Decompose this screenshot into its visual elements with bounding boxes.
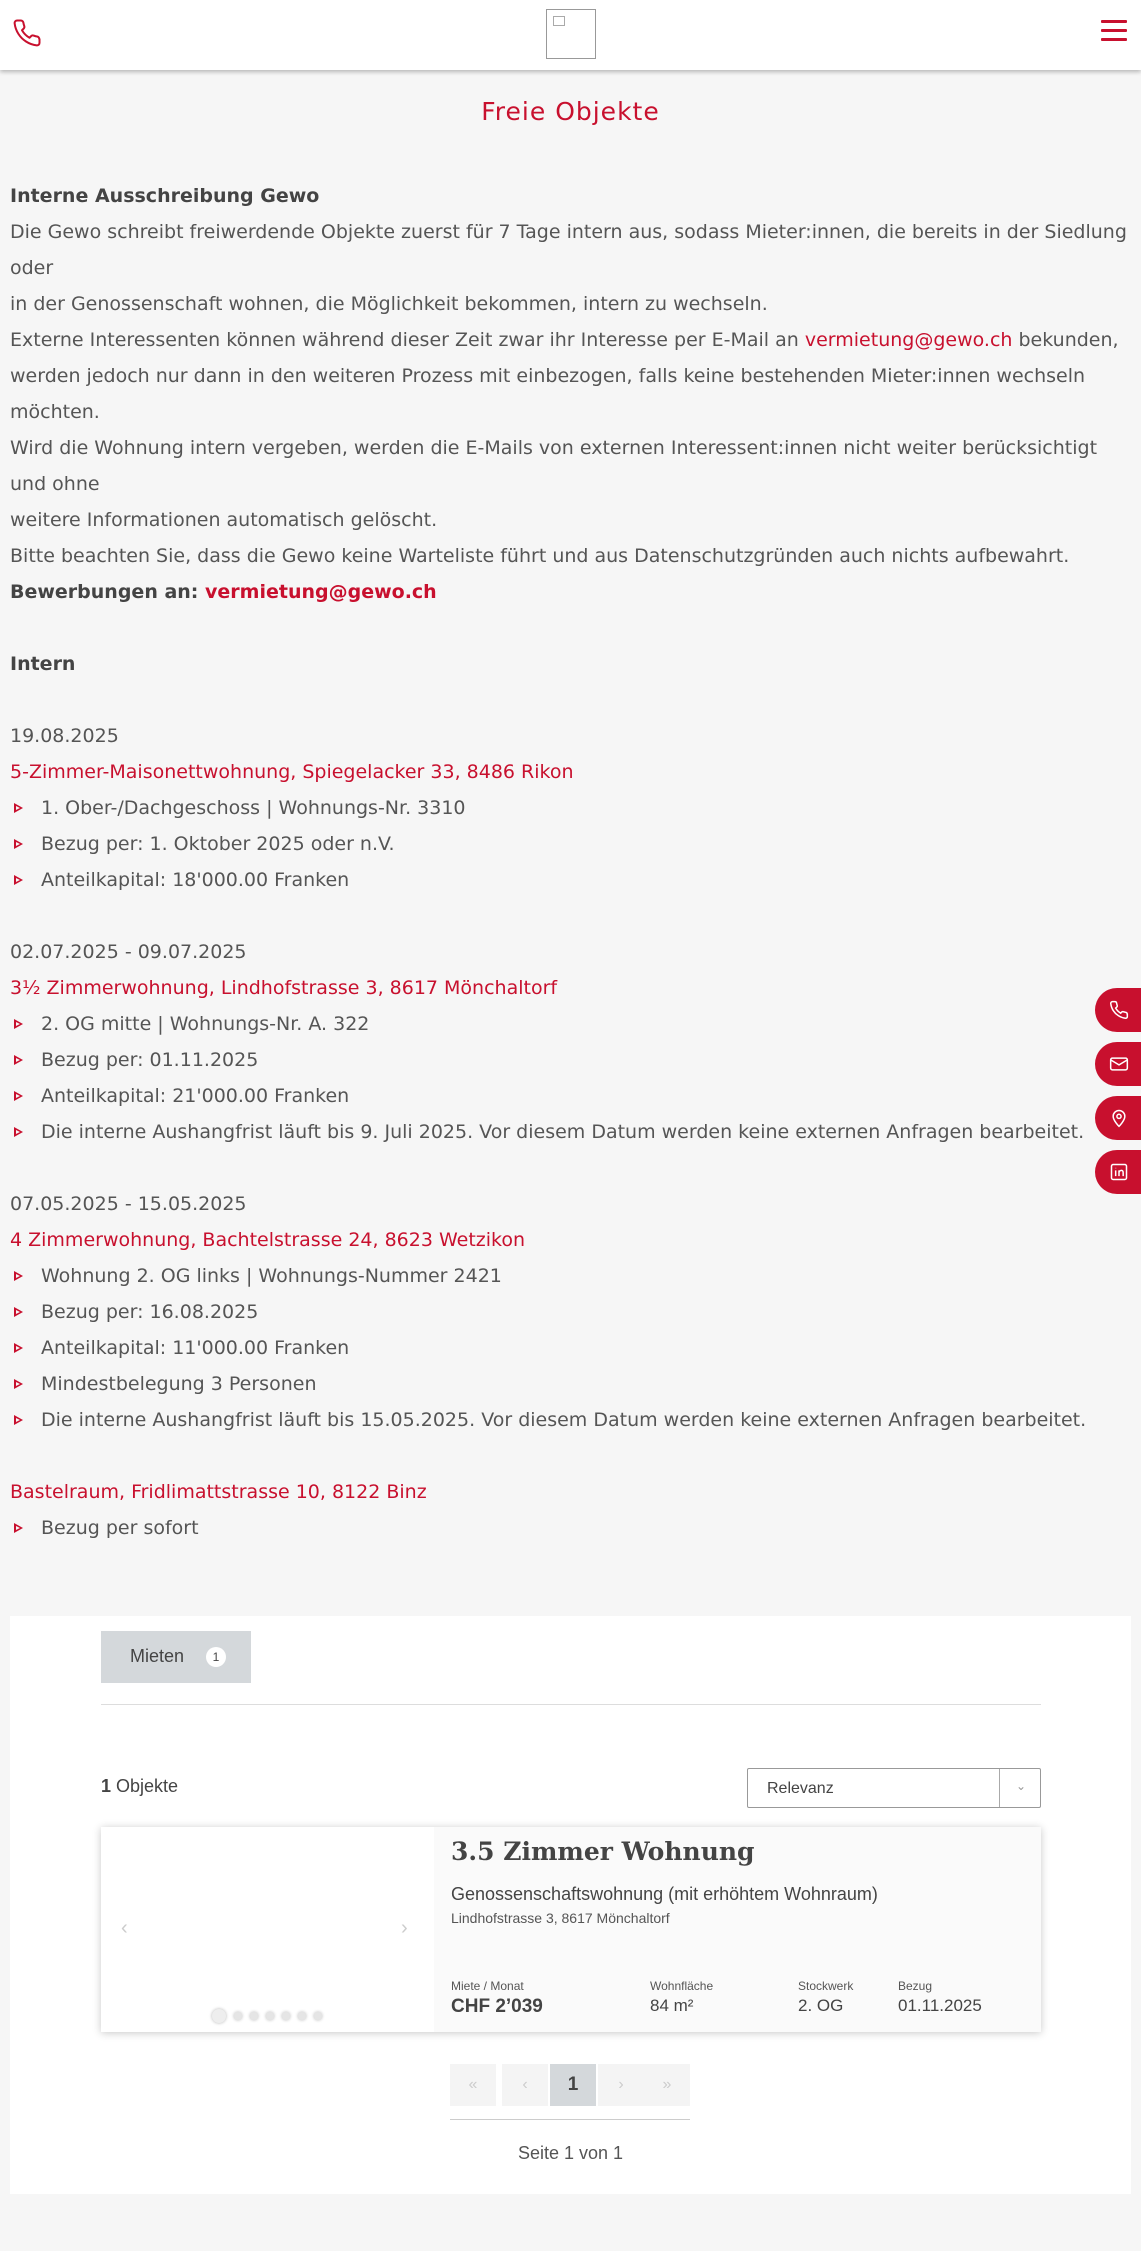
intro-text-line: Wird die Wohnung intern vergeben, werden die E-Mails von externen Interessent:innen nicht weiter berücksichtigt und ohne [10, 437, 1098, 495]
object-bullet: Anteilkapital: 11'000.00 Franken [10, 1330, 1135, 1366]
location-pin-icon [1109, 1108, 1129, 1128]
listings-widget [10, 1616, 1131, 2194]
object-title: 5-Zimmer-Maisonettwohnung, Spiegelacker 33, 8486 Rikon [10, 761, 574, 783]
chevron-down-icon: ⌄ [1015, 1779, 1026, 1793]
main-content [10, 178, 1135, 1654]
object-bullet: Die interne Aushangfrist läuft bis 9. Juli 2025. Vor diesem Datum werden keine externen Anfragen bearbeitet. [10, 1114, 1135, 1150]
object-bullet: Die interne Aushangfrist läuft bis 15.05.2025. Vor diesem Datum werden keine externen Anfragen bearbeitet. [10, 1402, 1135, 1438]
page-title: Freie Objekte [481, 97, 660, 126]
object-bullet: Wohnung 2. OG links | Wohnungs-Nummer 2421 [10, 1258, 1135, 1294]
side-phone-button[interactable] [1095, 988, 1141, 1032]
intern-heading: Intern [10, 653, 76, 675]
mail-icon [1109, 1054, 1129, 1074]
object-bullet: Mindestbelegung 3 Personen [10, 1366, 1135, 1402]
page-1-button[interactable]: 1 [550, 2064, 596, 2106]
side-location-button[interactable] [1095, 1096, 1141, 1140]
phone-icon[interactable] [12, 18, 42, 48]
carousel-dots[interactable] [212, 2007, 330, 2025]
first-page-button[interactable]: « [450, 2064, 496, 2106]
object-title: 3½ Zimmerwohnung, Lindhofstrasse 3, 8617 Mönchaltorf [10, 977, 558, 999]
object-date: 02.07.2025 - 09.07.2025 [10, 941, 247, 963]
object-bullet: Anteilkapital: 18'000.00 Franken [10, 862, 1135, 898]
object-bullet: Anteilkapital: 21'000.00 Franken [10, 1078, 1135, 1114]
intro-text-line: weitere Informationen automatisch gelöscht. [10, 509, 438, 531]
last-page-button[interactable]: » [644, 2064, 690, 2106]
page-info: Seite 1 von 1 [517, 2143, 624, 2163]
side-linkedin-button[interactable] [1095, 1150, 1141, 1194]
area-field: Wohnfläche 84 m² [650, 1979, 714, 2015]
email-link[interactable]: vermietung@gewo.ch [804, 329, 1013, 351]
object-title: Bastelraum, Fridlimattstrasse 10, 8122 Binz [10, 1481, 427, 1503]
broken-image-icon [553, 16, 565, 26]
prev-page-button[interactable]: ‹ [502, 2064, 548, 2106]
hamburger-menu-icon[interactable] [1101, 20, 1127, 44]
intro-text-line: Bitte beachten Sie, dass die Gewo keine Warteliste führt und aus Datenschutzgründen auch nichts aufbewahrt. [10, 545, 1070, 567]
listing-subtitle: Genossenschaftswohnung (mit erhöhtem Wohnraum) [451, 1884, 878, 1904]
tab-label: Mieten [130, 1646, 185, 1666]
object-bullet: 1. Ober-/Dachgeschoss | Wohnungs-Nr. 3310 [10, 790, 1135, 826]
object-count: 1 Objekte [101, 1776, 179, 1796]
listing-address: Lindhofstrasse 3, 8617 Mönchaltorf [451, 1910, 670, 1926]
apply-email-link[interactable]: vermietung@gewo.ch [205, 581, 437, 603]
sort-select[interactable] [747, 1768, 1041, 1808]
object-bullet: Bezug per: 1. Oktober 2025 oder n.V. [10, 826, 1135, 862]
rent-field: Miete / Monat CHF 2’039 [451, 1979, 543, 2017]
chevron-right-icon[interactable]: › [401, 1917, 408, 1939]
divider [101, 1704, 1041, 1705]
intro-text-line: Externe Interessenten können während dieser Zeit zwar ihr Interesse per E-Mail an vermietung@gewo.ch bekunden, [10, 329, 1119, 351]
listing-card[interactable] [101, 1827, 1041, 2032]
listing-image-carousel[interactable] [101, 1827, 434, 2032]
phone-icon [1109, 1000, 1129, 1020]
logo-image[interactable] [546, 9, 596, 59]
object-bullet: Bezug per sofort [10, 1510, 1135, 1546]
apply-line: Bewerbungen an: vermietung@gewo.ch [10, 581, 437, 603]
divider [450, 2119, 690, 2120]
intro-text-line: in der Genossenschaft wohnen, die Möglichkeit bekommen, intern zu wechseln. [10, 293, 768, 315]
side-mail-button[interactable] [1095, 1042, 1141, 1086]
move-in-field: Bezug 01.11.2025 [898, 1979, 982, 2015]
object-bullet: Bezug per: 16.08.2025 [10, 1294, 1135, 1330]
intro-text-line: Die Gewo schreibt freiwerdende Objekte zuerst für 7 Tage intern aus, sodass Mieter:innen, die bereits in der Siedlung oder [10, 221, 1127, 279]
intro-heading: Interne Ausschreibung Gewo [10, 185, 320, 207]
next-page-button[interactable]: › [598, 2064, 644, 2106]
tab-mieten[interactable] [101, 1631, 251, 1683]
object-bullet: Bezug per: 01.11.2025 [10, 1042, 1135, 1078]
intro-text-line: werden jedoch nur dann in den weiteren Prozess mit einbezogen, falls keine bestehenden Mieter:innen wechseln möchten. [10, 365, 1086, 423]
object-title: 4 Zimmerwohnung, Bachtelstrasse 24, 8623 Wetzikon [10, 1229, 526, 1251]
tab-count-badge: 1 [206, 1647, 226, 1667]
object-date: 07.05.2025 - 15.05.2025 [10, 1193, 247, 1215]
listing-info [434, 1827, 1041, 2032]
object-date: 19.08.2025 [10, 725, 119, 747]
sort-value: Relevanz [767, 1780, 834, 1797]
linkedin-icon [1109, 1162, 1129, 1182]
floor-field: Stockwerk 2. OG [798, 1979, 854, 2015]
listing-title[interactable]: 3.5 Zimmer Wohnung [451, 1837, 755, 1866]
chevron-left-icon[interactable]: ‹ [121, 1917, 128, 1939]
object-bullet: 2. OG mitte | Wohnungs-Nr. A. 322 [10, 1006, 1135, 1042]
site-header [0, 0, 1141, 70]
